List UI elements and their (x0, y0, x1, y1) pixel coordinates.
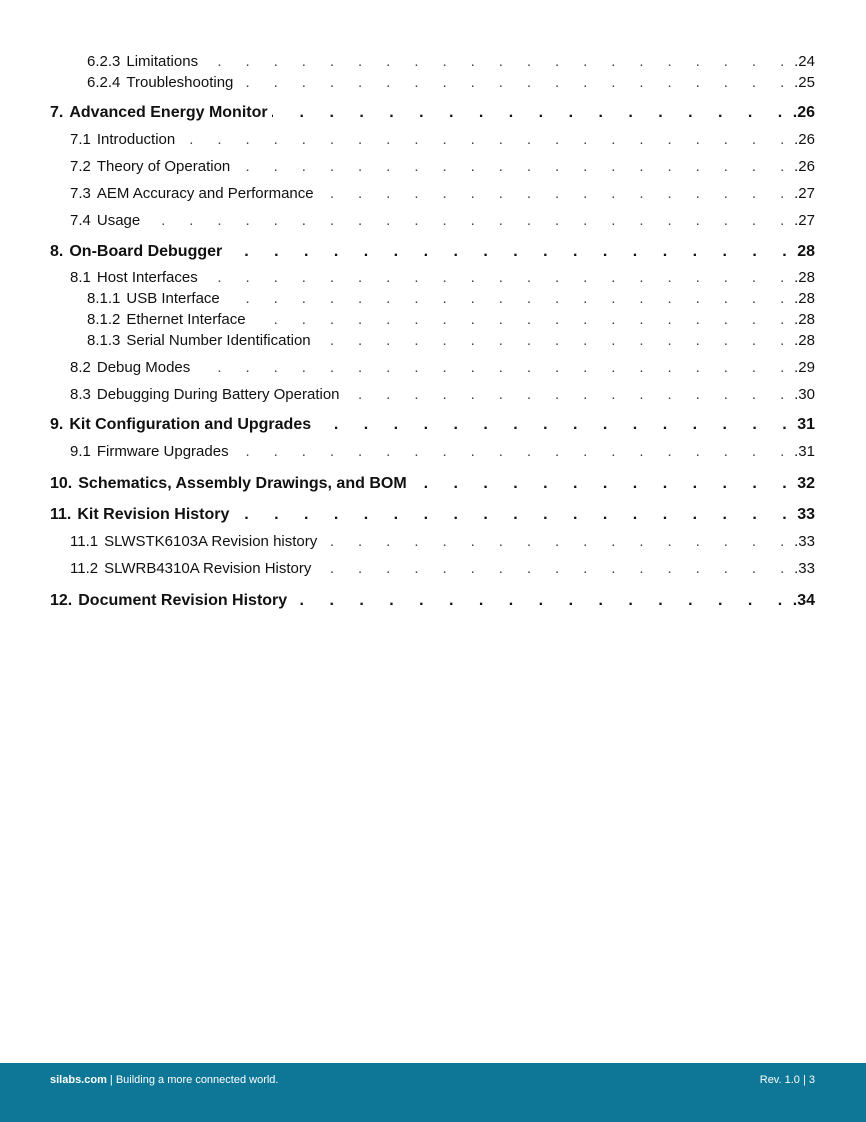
toc-entry[interactable] (0, 155, 866, 175)
toc-entry-page: .25 (794, 74, 815, 91)
toc-entry-page: .31 (794, 443, 815, 460)
toc-entry-title: Firmware Upgrades (96, 443, 229, 460)
toc-entry-number: 6.2.4 (87, 74, 121, 91)
toc-entry-number: 6.2.3 (87, 53, 121, 70)
toc-entry-page: .34 (792, 592, 815, 609)
toc-dot-leader (144, 211, 794, 226)
toc-entry[interactable] (0, 383, 866, 403)
toc-dot-leader (250, 310, 795, 325)
toc-entry-title: Document Revision History (78, 592, 288, 609)
toc-entry-label (70, 212, 144, 229)
toc-dot-leader (194, 358, 794, 373)
toc-entry-label (70, 359, 194, 376)
toc-entry[interactable] (0, 308, 866, 328)
toc-entry[interactable] (0, 287, 866, 307)
toc-dot-leader (224, 289, 794, 304)
toc-entry-label (70, 386, 344, 403)
toc-entry-title: Theory of Operation (96, 158, 231, 175)
toc-entry-page: .26 (794, 158, 815, 175)
footer-brand (50, 1074, 278, 1086)
toc-dot-leader (318, 184, 795, 199)
page-footer (0, 1063, 866, 1122)
toc-entry[interactable] (0, 182, 866, 202)
toc-entry-number: 9. (50, 416, 64, 433)
toc-entry[interactable] (0, 557, 866, 577)
toc-entry-title: Host Interfaces (96, 269, 198, 286)
toc-dot-leader (411, 474, 798, 490)
toc-entry-page: .27 (794, 185, 815, 202)
toc-dot-leader (272, 103, 793, 119)
toc-entry[interactable] (0, 100, 866, 122)
toc-entry-page: .28 (794, 290, 815, 307)
toc-entry-title: Advanced Energy Monitor (69, 104, 268, 121)
toc-entry-label (50, 104, 272, 122)
toc-entry-number: 11. (50, 506, 72, 523)
toc-dot-leader (233, 505, 797, 521)
toc-entry-title: Debugging During Battery Operation (96, 386, 340, 403)
toc-entry-number: 11.2 (70, 560, 99, 577)
toc-entry[interactable] (0, 266, 866, 286)
toc-entry-title: Schematics, Assembly Drawings, and BOM (78, 475, 407, 492)
footer-site[interactable]: silabs.com (50, 1074, 107, 1086)
toc-dot-leader (321, 532, 794, 547)
toc-dot-leader (226, 242, 797, 258)
toc-entry-title: AEM Accuracy and Performance (96, 185, 314, 202)
toc-entry[interactable] (0, 239, 866, 261)
toc-entry-number: 7. (50, 104, 64, 121)
toc-entry-page: .26 (794, 131, 815, 148)
toc-entry-label (87, 290, 224, 307)
toc-entry-page: .27 (794, 212, 815, 229)
toc-entry-title: SLWRB4310A Revision History (104, 560, 312, 577)
toc-entry-number: 8.1.2 (87, 311, 121, 328)
toc-entry-title: Troubleshooting (126, 74, 234, 91)
toc-entry-number: 7.2 (70, 158, 91, 175)
toc-entry-title: On-Board Debugger (69, 243, 223, 260)
toc-entry-title: Ethernet Interface (126, 311, 246, 328)
toc-entry[interactable] (0, 440, 866, 460)
toc-entry-number: 7.4 (70, 212, 91, 229)
toc-entry-label (70, 185, 318, 202)
toc-entry-number: 8.2 (70, 359, 91, 376)
toc-entry[interactable] (0, 128, 866, 148)
toc-entry-title: Kit Configuration and Upgrades (69, 416, 312, 433)
toc-entry-page: .24 (794, 53, 815, 70)
toc-entry-page: .26 (792, 104, 815, 121)
toc-entry-page: .30 (794, 386, 815, 403)
toc-entry-page: 28 (797, 243, 815, 260)
toc-entry-label (87, 53, 202, 70)
toc-dot-leader (202, 268, 794, 283)
toc-entry-title: Serial Number Identification (126, 332, 311, 349)
toc-entry-label (70, 158, 234, 175)
toc-entry-page: 33 (797, 506, 815, 523)
toc-entry[interactable] (0, 329, 866, 349)
toc-dot-leader (344, 385, 795, 400)
toc-entry-number: 8.3 (70, 386, 91, 403)
toc-entry-label (70, 533, 321, 550)
toc-entry-page: .28 (794, 332, 815, 349)
toc-entry-label (50, 506, 233, 524)
toc-entry-page: .33 (794, 533, 815, 550)
toc-entry-label (87, 332, 315, 349)
toc-entry[interactable] (0, 50, 866, 70)
toc-entry-label (70, 269, 202, 286)
toc-entry-label (50, 592, 291, 610)
toc-entry[interactable] (0, 412, 866, 434)
toc-entry-label (87, 74, 237, 91)
toc-entry-number: 8.1 (70, 269, 91, 286)
toc-entry[interactable] (0, 588, 866, 610)
toc-entry-page: .28 (794, 311, 815, 328)
toc-dot-leader (233, 442, 795, 457)
toc-dot-leader (202, 52, 794, 67)
toc-entry-number: 8.1.1 (87, 290, 121, 307)
toc-entry-page: .28 (794, 269, 815, 286)
toc-dot-leader (237, 73, 794, 88)
toc-entry-number: 11.1 (70, 533, 99, 550)
toc-dot-leader (179, 130, 794, 145)
toc-entry-page: .29 (794, 359, 815, 376)
toc-entry-label (50, 475, 411, 493)
toc-entry-title: Usage (96, 212, 141, 229)
footer-tagline: | Building a more connected world. (106, 1074, 279, 1086)
toc-entry[interactable] (0, 71, 866, 91)
toc-entry-number: 10. (50, 475, 73, 492)
toc-entry-number: 9.1 (70, 443, 91, 460)
toc-entry-number: 7.3 (70, 185, 91, 202)
toc-entry[interactable] (0, 471, 866, 493)
toc-dot-leader (315, 331, 795, 346)
toc-entry-title: Limitations (126, 53, 199, 70)
toc-entry-page: 32 (797, 475, 815, 492)
toc-entry[interactable] (0, 502, 866, 524)
toc-entry-label (50, 243, 226, 261)
toc-entry-number: 8. (50, 243, 64, 260)
toc-entry-title: Kit Revision History (77, 506, 230, 523)
toc-dot-leader (315, 415, 797, 431)
toc-entry-number: 12. (50, 592, 73, 609)
toc-entry-title: Debug Modes (96, 359, 191, 376)
toc-entry-page: 31 (797, 416, 815, 433)
toc-entry-label (70, 131, 179, 148)
toc-entry-label (50, 416, 315, 434)
toc-dot-leader (315, 559, 794, 574)
toc-entry-label (70, 443, 233, 460)
toc-entry-label (70, 560, 315, 577)
toc-entry[interactable] (0, 209, 866, 229)
toc-entry-page: .33 (794, 560, 815, 577)
toc-entry[interactable] (0, 356, 866, 376)
toc-entry-number: 7.1 (70, 131, 91, 148)
toc-dot-leader (291, 591, 793, 607)
toc-entry-title: SLWSTK6103A Revision history (104, 533, 318, 550)
toc-entry-label (87, 311, 250, 328)
toc-entry-title: Introduction (96, 131, 176, 148)
toc-entry-number: 8.1.3 (87, 332, 121, 349)
toc-entry-title: USB Interface (126, 290, 220, 307)
toc-dot-leader (234, 157, 794, 172)
toc-entry[interactable] (0, 530, 866, 550)
footer-revision: Rev. 1.0 | 3 (759, 1074, 815, 1086)
